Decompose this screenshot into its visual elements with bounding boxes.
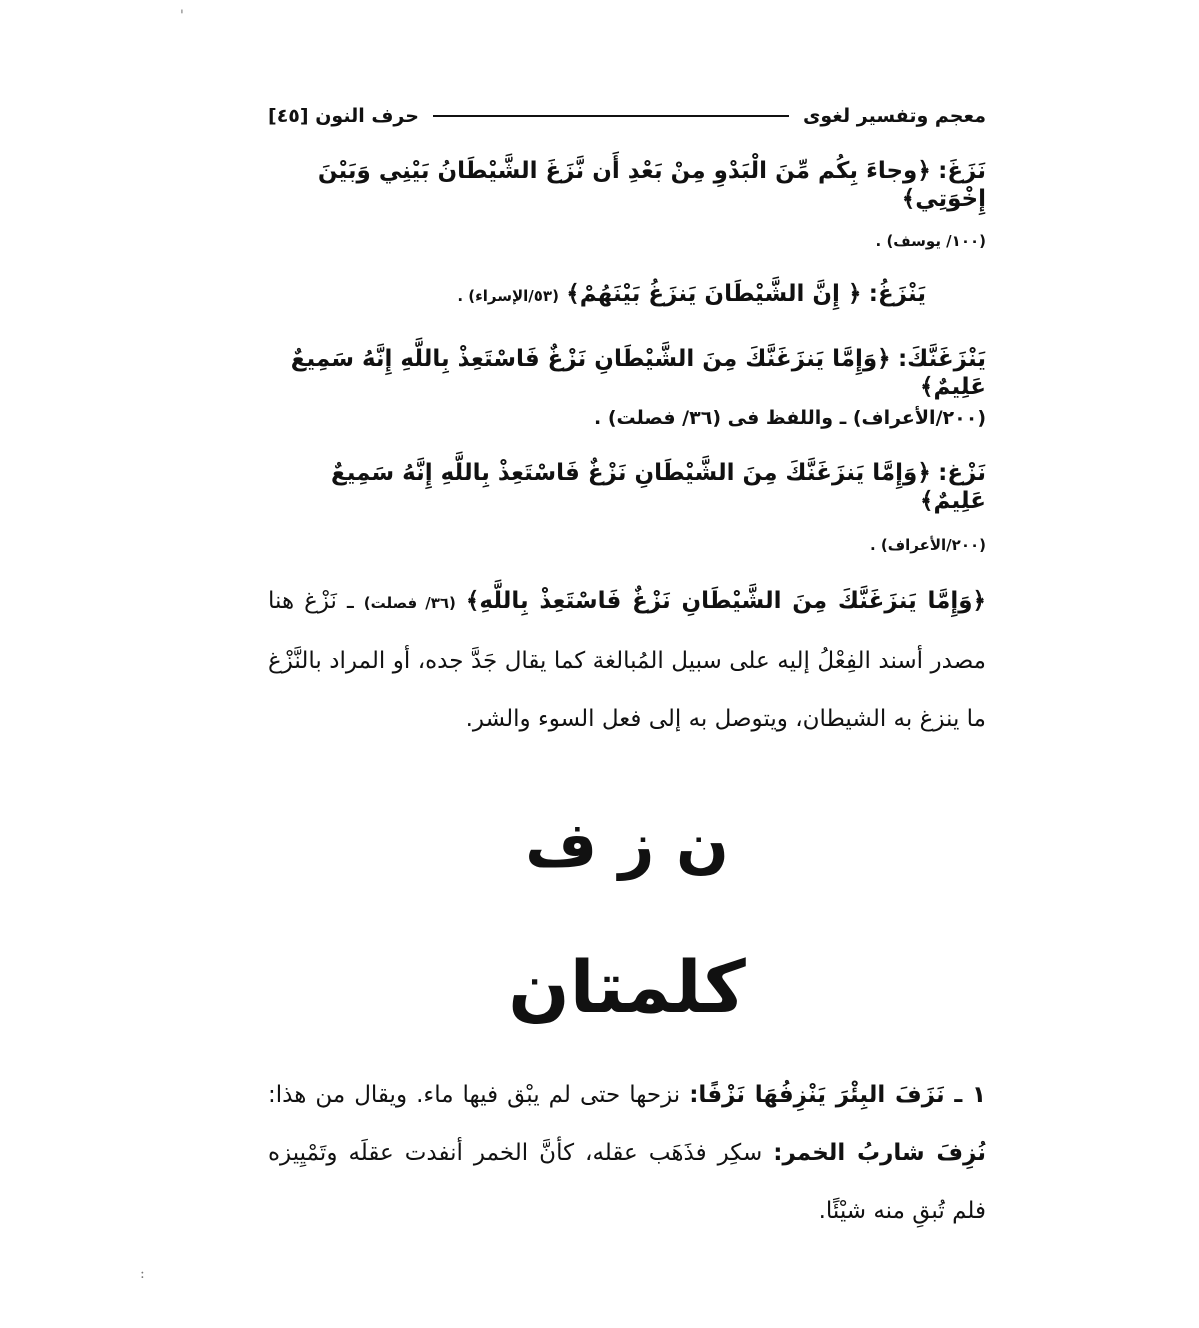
running-header <box>268 98 986 134</box>
commentary-ref: (٣٦/ فصلت) <box>363 594 456 612</box>
scan-speck: ' <box>180 8 184 24</box>
entry-verse: ﴿وجاءَ بِكُم مِّنَ الْبَدْوِ مِنْ بَعْدِ أَن نَّزَغَ الشَّيْطَانُ بَيْنِي وَبَيْنَ إِخْوَتِي﴾ <box>317 158 986 212</box>
entry-ref <box>268 226 986 254</box>
word-count-heading: كلمتان <box>508 945 746 1029</box>
commentary-verse: ﴿وَإِمَّا يَنزَغَنَّكَ مِنَ الشَّيْطَانِ نَزْغٌ فَاسْتَعِذْ بِاللَّهِ﴾ <box>465 588 987 614</box>
definition-text: نزحها حتى لم يبْق فيها ماء. ويقال من هذا: <box>268 1082 681 1108</box>
book-title: معجم وتفسير لغوى <box>802 105 986 127</box>
entry-word: يَنْزَغَنَّكَ: <box>897 346 986 372</box>
entry-yanzaghu <box>268 281 986 309</box>
entry-verse: ﴿وَإِمَّا يَنزَغَنَّكَ مِنَ الشَّيْطَانِ نَزْغٌ فَاسْتَعِذْ بِاللَّهِ إِنَّهُ سَمِيعٌ عَلِيمٌ﴾ <box>330 460 986 514</box>
root-heading: ن ز ف <box>525 808 729 881</box>
entry-word: يَنْزَغُ: <box>868 281 926 307</box>
entry-nazagha <box>268 158 986 213</box>
reference: (٥٣/الإسراء) . <box>457 287 559 305</box>
entry-nazgh <box>268 460 986 515</box>
header-rule <box>433 115 789 117</box>
entry-verse: ﴿ إِنَّ الشَّيْطَانَ يَنزَغُ بَيْنَهُمْ﴾ <box>566 281 862 307</box>
section-label: حرف النون [٤٥] <box>268 105 419 127</box>
reference: (١٠٠/ يوسف) . <box>875 232 986 250</box>
entry-ref <box>268 404 986 432</box>
commentary-paragraph <box>268 572 986 748</box>
entry-verse: ﴿وَإِمَّا يَنزَغَنَّكَ مِنَ الشَّيْطَانِ نَزْغٌ فَاسْتَعِذْ بِاللَّهِ إِنَّهُ سَمِيعٌ عَلِيمٌ﴾ <box>290 346 986 400</box>
scan-speck: : <box>140 1266 145 1282</box>
reference: (٢٠٠/الأعراف) . <box>869 536 986 554</box>
definition-lead-2: نُزِفَ شاربُ الخمر: <box>773 1140 987 1166</box>
commentary-text: ـ نَزْغ هنا مصدر أسند الفِعْلُ إليه على سبيل المُبالغة كما يقال جَدَّ جده، أو المراد بالنَّزْغ ما ينزغ به الشيطان، ويتوصل به إلى فعل السوء والشر. <box>268 588 986 732</box>
entry-word: نَزَغَ: <box>938 158 986 184</box>
definition-text-2: سكِر فذَهَب عقله، كأنَّ الخمر أنفدت عقلَه وتَمْيِيزه فلم تُبقِ منه شيْئًا. <box>268 1140 986 1224</box>
entry-yanzaghannaka <box>268 346 986 401</box>
entry-word: نَزْغ: <box>938 460 986 486</box>
definition-lead: ١ ـ نَزَفَ البِئْرَ يَنْزِفُهَا نَزْفًا: <box>689 1082 986 1108</box>
entry-ref <box>268 530 986 558</box>
reference: (٢٠٠/الأعراف) ـ واللفظ فى (٣٦/ فصلت) . <box>594 407 986 429</box>
definition-paragraph <box>268 1066 986 1240</box>
